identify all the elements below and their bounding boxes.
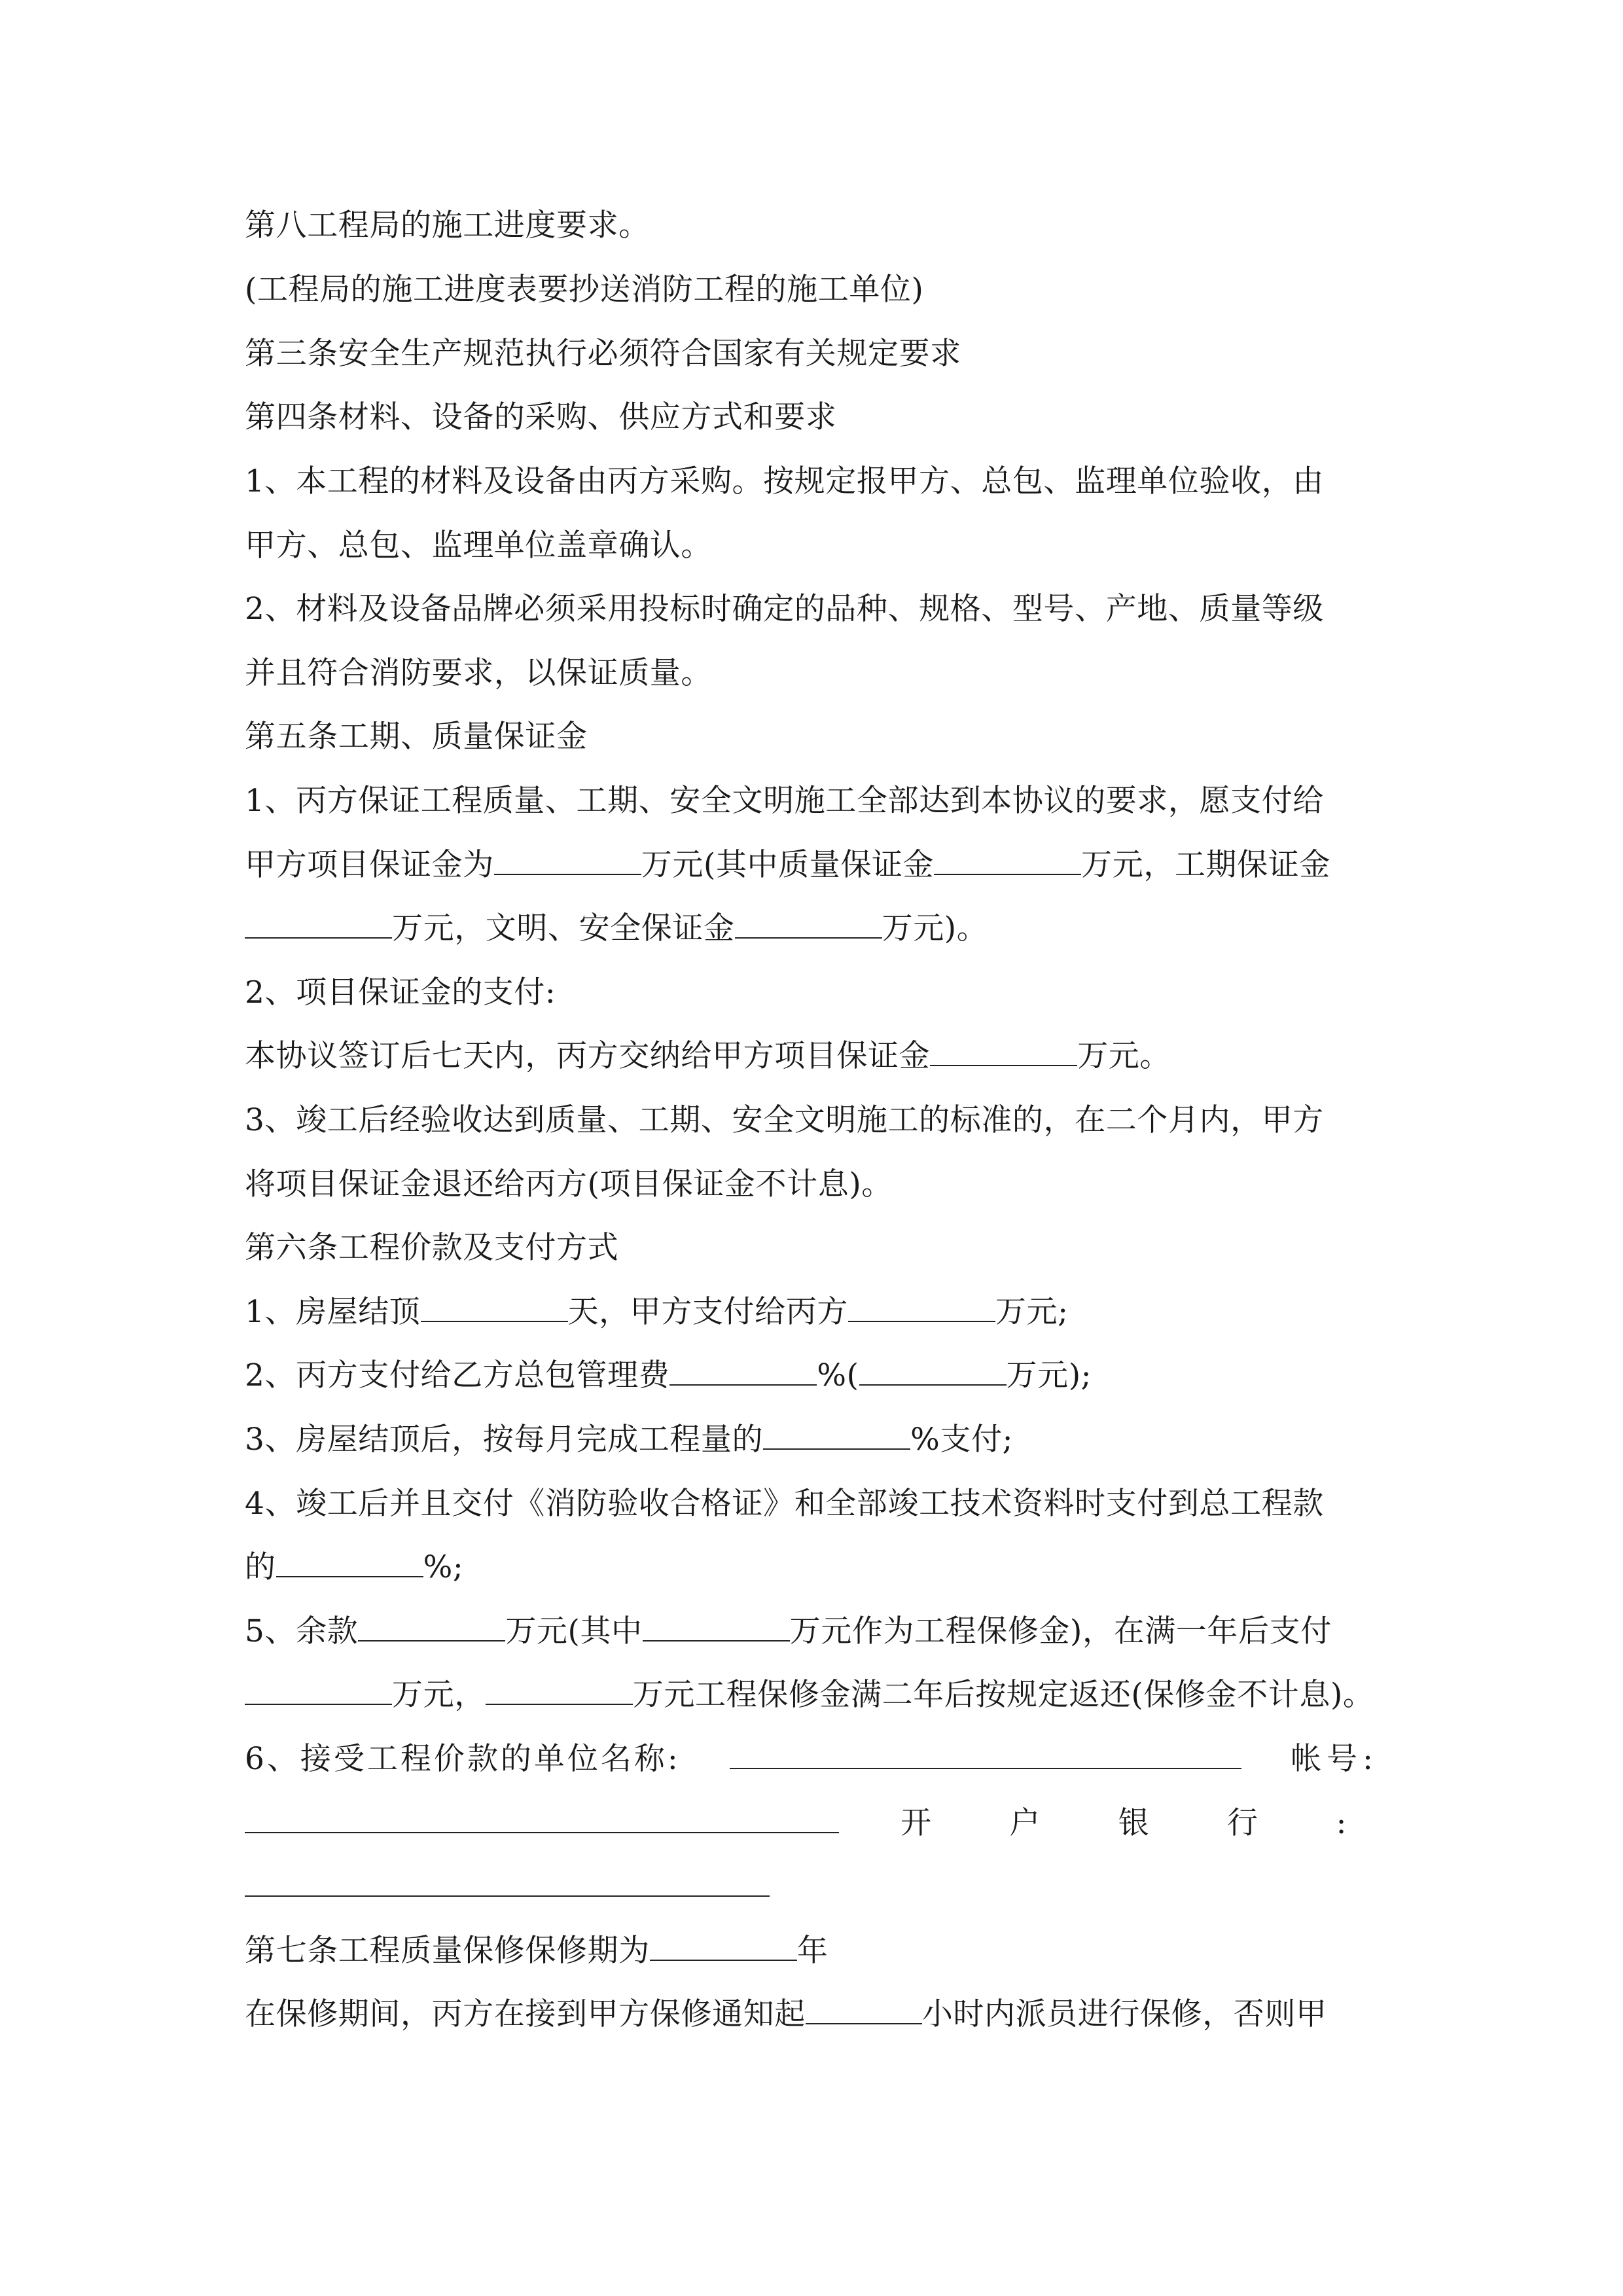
blank-field	[643, 1611, 790, 1641]
text-line: 1、本工程的材料及设备由丙方采购。按规定报甲方、总包、监理单位验收，由	[245, 463, 1324, 499]
text-line	[245, 897, 1378, 960]
text-line	[245, 1280, 1378, 1344]
text-segment: 万元，文明、安全保证金	[392, 910, 735, 946]
text-line: 2、项目保证金的支付:	[245, 975, 556, 1011]
text-segment: 行	[1227, 1805, 1258, 1841]
blank-field	[650, 1931, 797, 1961]
text-segment: 万元，工期保证金	[1081, 847, 1330, 883]
text-segment: 万元，	[392, 1677, 486, 1713]
text-segment: 的	[245, 1549, 276, 1585]
text-segment: 甲方项目保证金为	[245, 847, 494, 883]
text-line	[245, 1344, 1378, 1407]
text-line	[245, 1408, 1378, 1471]
text-line	[245, 1982, 1378, 2046]
text-line	[245, 1727, 1378, 1791]
blank-field	[486, 1675, 633, 1705]
text-line	[245, 1663, 1378, 1727]
text-line	[245, 833, 1378, 897]
text-line: 并且符合消防要求，以保证质量。	[245, 655, 712, 691]
text-segment: 本协议签订后七天内，丙方交纳给甲方项目保证金	[245, 1038, 931, 1074]
text-segment: %支付;	[910, 1422, 1014, 1458]
blank-field	[859, 1355, 1007, 1386]
text-segment: 5、余款	[245, 1613, 359, 1649]
section-heading-6: 第六条工程价款及支付方式	[245, 1230, 619, 1266]
text-segment: 第七条工程质量保修保修期为	[245, 1933, 650, 1969]
text-segment: 户	[1009, 1805, 1041, 1841]
text-segment: 万元(其中	[505, 1613, 643, 1649]
text-segment: 2、丙方支付给乙方总包管理费	[245, 1357, 670, 1393]
blank-field	[735, 908, 882, 939]
text-segment: 1、房屋结顶	[245, 1294, 421, 1330]
text-line	[245, 1535, 1378, 1599]
section-heading-5: 第五条工期、质量保证金	[245, 719, 588, 755]
text-line	[245, 1600, 1378, 1663]
blank-field	[276, 1547, 423, 1577]
bank-label	[901, 1791, 1347, 1855]
text-segment: :	[1336, 1805, 1347, 1841]
text-segment: %(	[817, 1357, 859, 1393]
blank-field	[358, 1611, 505, 1641]
text-segment: 3、房屋结顶后，按每月完成工程量的	[245, 1422, 764, 1458]
text-segment: 开	[901, 1805, 932, 1841]
text-line: 1、丙方保证工程质量、工期、安全文明施工全部达到本协议的要求，愿支付给	[245, 783, 1324, 819]
text-line	[245, 1791, 1378, 1855]
text-segment: 6、接受工程价款的单位名称:	[245, 1741, 681, 1777]
blank-field	[245, 1803, 839, 1833]
text-segment: 万元)。	[882, 910, 988, 946]
text-segment: 天，甲方支付给丙方	[567, 1294, 848, 1330]
section-heading-3: 第三条安全生产规范执行必须符合国家有关规定要求	[245, 336, 961, 372]
blank-field	[669, 1355, 817, 1386]
text-segment: 万元作为工程保修金)，在满一年后支付	[789, 1613, 1332, 1649]
blank-field	[930, 1036, 1077, 1066]
text-segment: 万元;	[995, 1294, 1069, 1330]
section-heading-7	[245, 1919, 1378, 1982]
blank-field	[934, 845, 1081, 875]
text-line: 甲方、总包、监理单位盖章确认。	[245, 528, 712, 564]
text-segment: %;	[423, 1549, 464, 1585]
blank-field	[421, 1292, 568, 1322]
text-line: 将项目保证金退还给丙方(项目保证金不计息)。	[245, 1166, 893, 1202]
text-line: 第八工程局的施工进度要求。	[245, 207, 650, 243]
text-line: 3、竣工后经验收达到质量、工期、安全文明施工的标准的，在二个月内，甲方	[245, 1102, 1324, 1138]
text-line: 4、竣工后并且交付《消防验收合格证》和全部竣工技术资料时支付到总工程款	[245, 1486, 1324, 1522]
text-segment: 万元(其中质量保证金	[641, 847, 935, 883]
blank-field	[730, 1739, 1241, 1769]
blank-field	[848, 1292, 995, 1322]
blank-field	[806, 1994, 922, 2024]
blank-field	[245, 908, 392, 939]
text-segment: 万元。	[1077, 1038, 1171, 1074]
text-segment: 帐号:	[1291, 1741, 1378, 1777]
text-segment: 银	[1118, 1805, 1150, 1841]
text-line	[245, 1024, 1378, 1088]
blank-field	[245, 1675, 392, 1705]
text-segment: 万元工程保修金满二年后按规定返还(保修金不计息)。	[632, 1677, 1374, 1713]
text-line: (工程局的施工进度表要抄送消防工程的施工单位)	[245, 272, 924, 308]
text-segment: 万元);	[1006, 1357, 1092, 1393]
blank-field	[494, 845, 641, 875]
blank-field	[245, 1867, 770, 1897]
text-line	[245, 1855, 1378, 1918]
text-segment: 年	[796, 1933, 829, 1969]
text-segment: 在保修期间，丙方在接到甲方保修通知起	[245, 1996, 806, 2032]
blank-field	[763, 1420, 910, 1450]
section-heading-4: 第四条材料、设备的采购、供应方式和要求	[245, 399, 837, 435]
text-segment: 小时内派员进行保修，否则甲	[921, 1996, 1327, 2032]
text-line: 2、材料及设备品牌必须采用投标时确定的品种、规格、型号、产地、质量等级	[245, 591, 1324, 627]
